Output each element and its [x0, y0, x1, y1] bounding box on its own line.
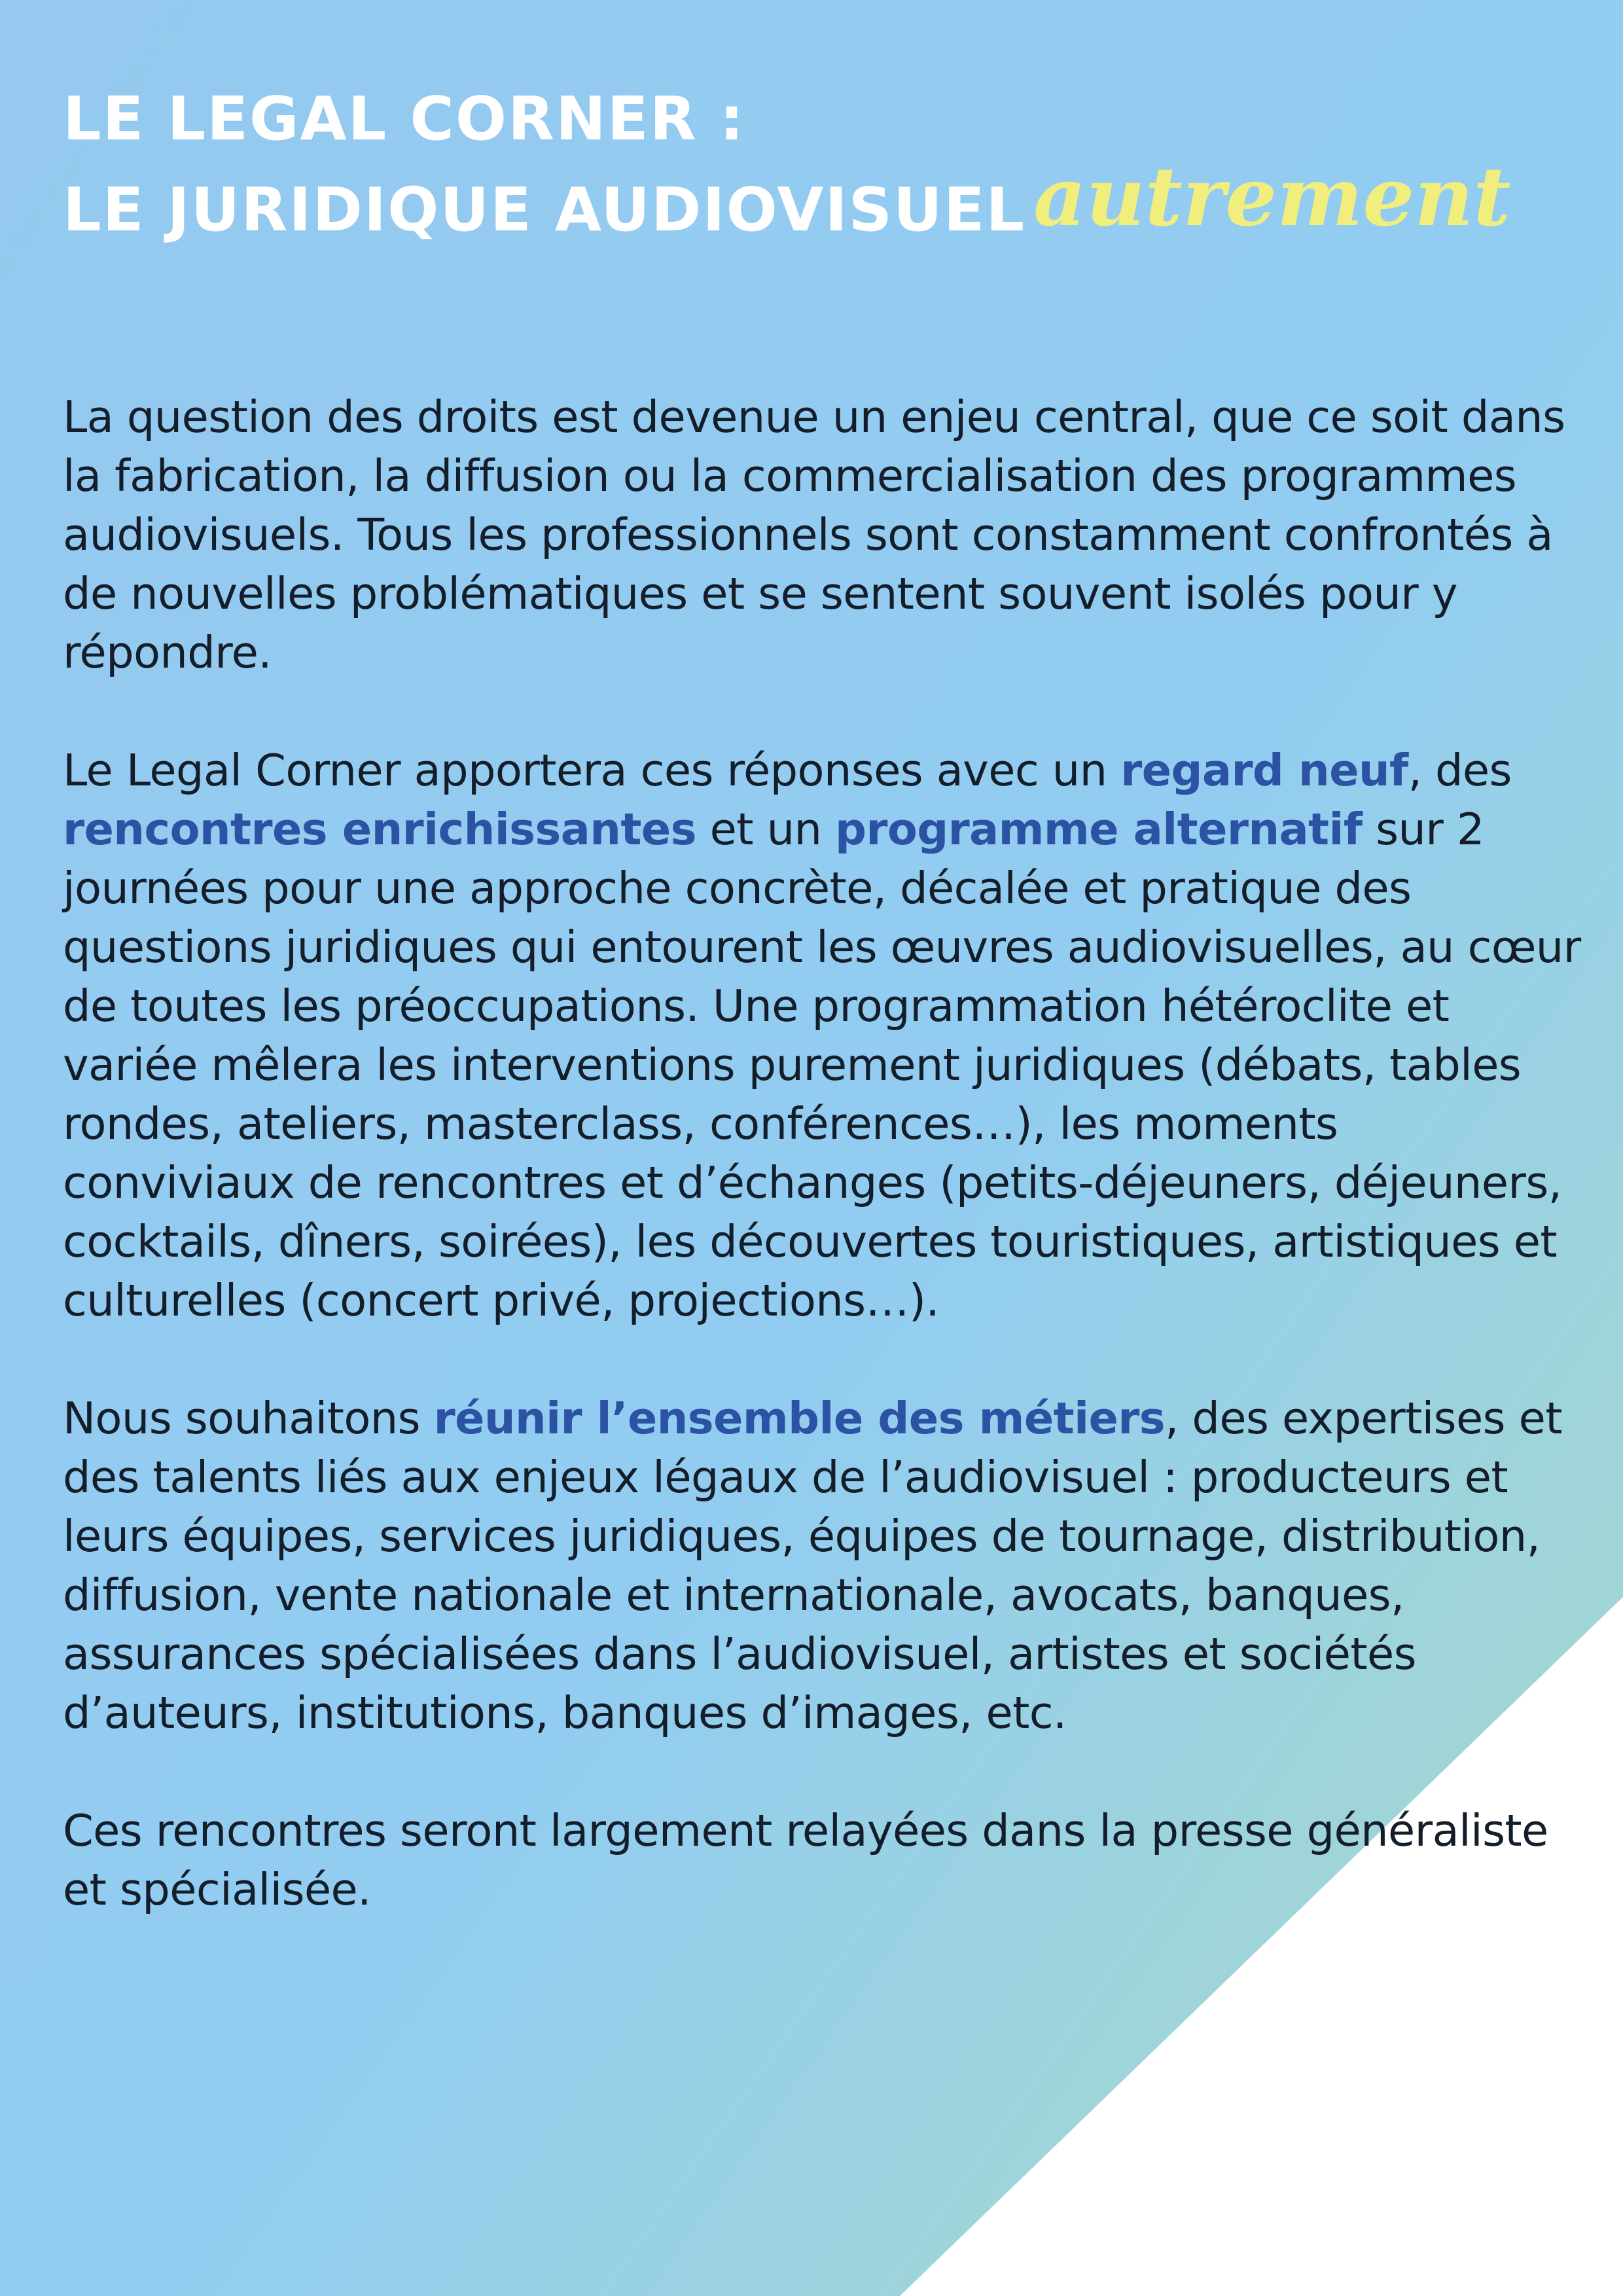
title-line-2	[63, 150, 1568, 252]
highlight-regard-neuf: regard neuf	[1120, 745, 1408, 796]
paragraph-legal-corner	[63, 741, 1581, 1330]
p3-text-2: , des expertises et des talents liés aux enjeux légaux de l’audiovisuel : producteurs et leurs équipes, services juridiques, équipes de tournage, distribution, diffusion, vente nationale et internationale, avocats, banques, assurances spécialisées dans l’audiovisuel, artistes et sociétés d’auteurs, institutions, banques d’images, etc.	[63, 1393, 1562, 1738]
page-title	[63, 77, 1568, 252]
p3-text-1: Nous souhaitons	[63, 1393, 434, 1444]
highlight-rencontres: rencontres enrichissantes	[63, 804, 696, 855]
paragraph-presse: Ces rencontres seront largement relayées dans la presse généraliste et spécialisée.	[63, 1805, 1548, 1915]
p2-text-2: , des	[1408, 745, 1512, 796]
p2-text-4: sur 2 journées pour une approche concrète, décalée et pratique des questions juridiques qui entourent les œuvres audiovisuelles, au cœur de toutes les préoccupations. Une programmation hétéroclite et variée mêlera les interventions purement juridiques (débats, tables rondes, ateliers, masterclass, conférences…), les moments conviviaux de rencontres et d’échanges (petits-déjeuners, déjeuners, cocktails, dîners, soirées), les découvertes touristiques, artistiques et culturelles (concert privé, projections…).	[63, 804, 1581, 1326]
paragraph-intro: La question des droits est devenue un enjeu central, que ce soit dans la fabrication, la diffusion ou la commercialisation des programmes audiovisuels. Tous les professionnels sont constamment confrontés à de nouvelles problématiques et se sentent souvent isolés pour y répondre.	[63, 391, 1565, 678]
title-accent-word: autrement	[1033, 150, 1511, 245]
highlight-metiers: réunir l’ensemble des métiers	[433, 1393, 1166, 1444]
p2-text-3: et un	[696, 804, 836, 855]
paragraph-metiers	[63, 1389, 1581, 1742]
title-line-1: LE LEGAL CORNER :	[63, 84, 745, 154]
highlight-programme: programme alternatif	[835, 804, 1363, 855]
p2-text-1: Le Legal Corner apportera ces réponses avec un	[63, 745, 1121, 796]
body-text	[63, 387, 1581, 1978]
title-line-2-text: LE JURIDIQUE AUDIOVISUEL	[63, 175, 1026, 245]
